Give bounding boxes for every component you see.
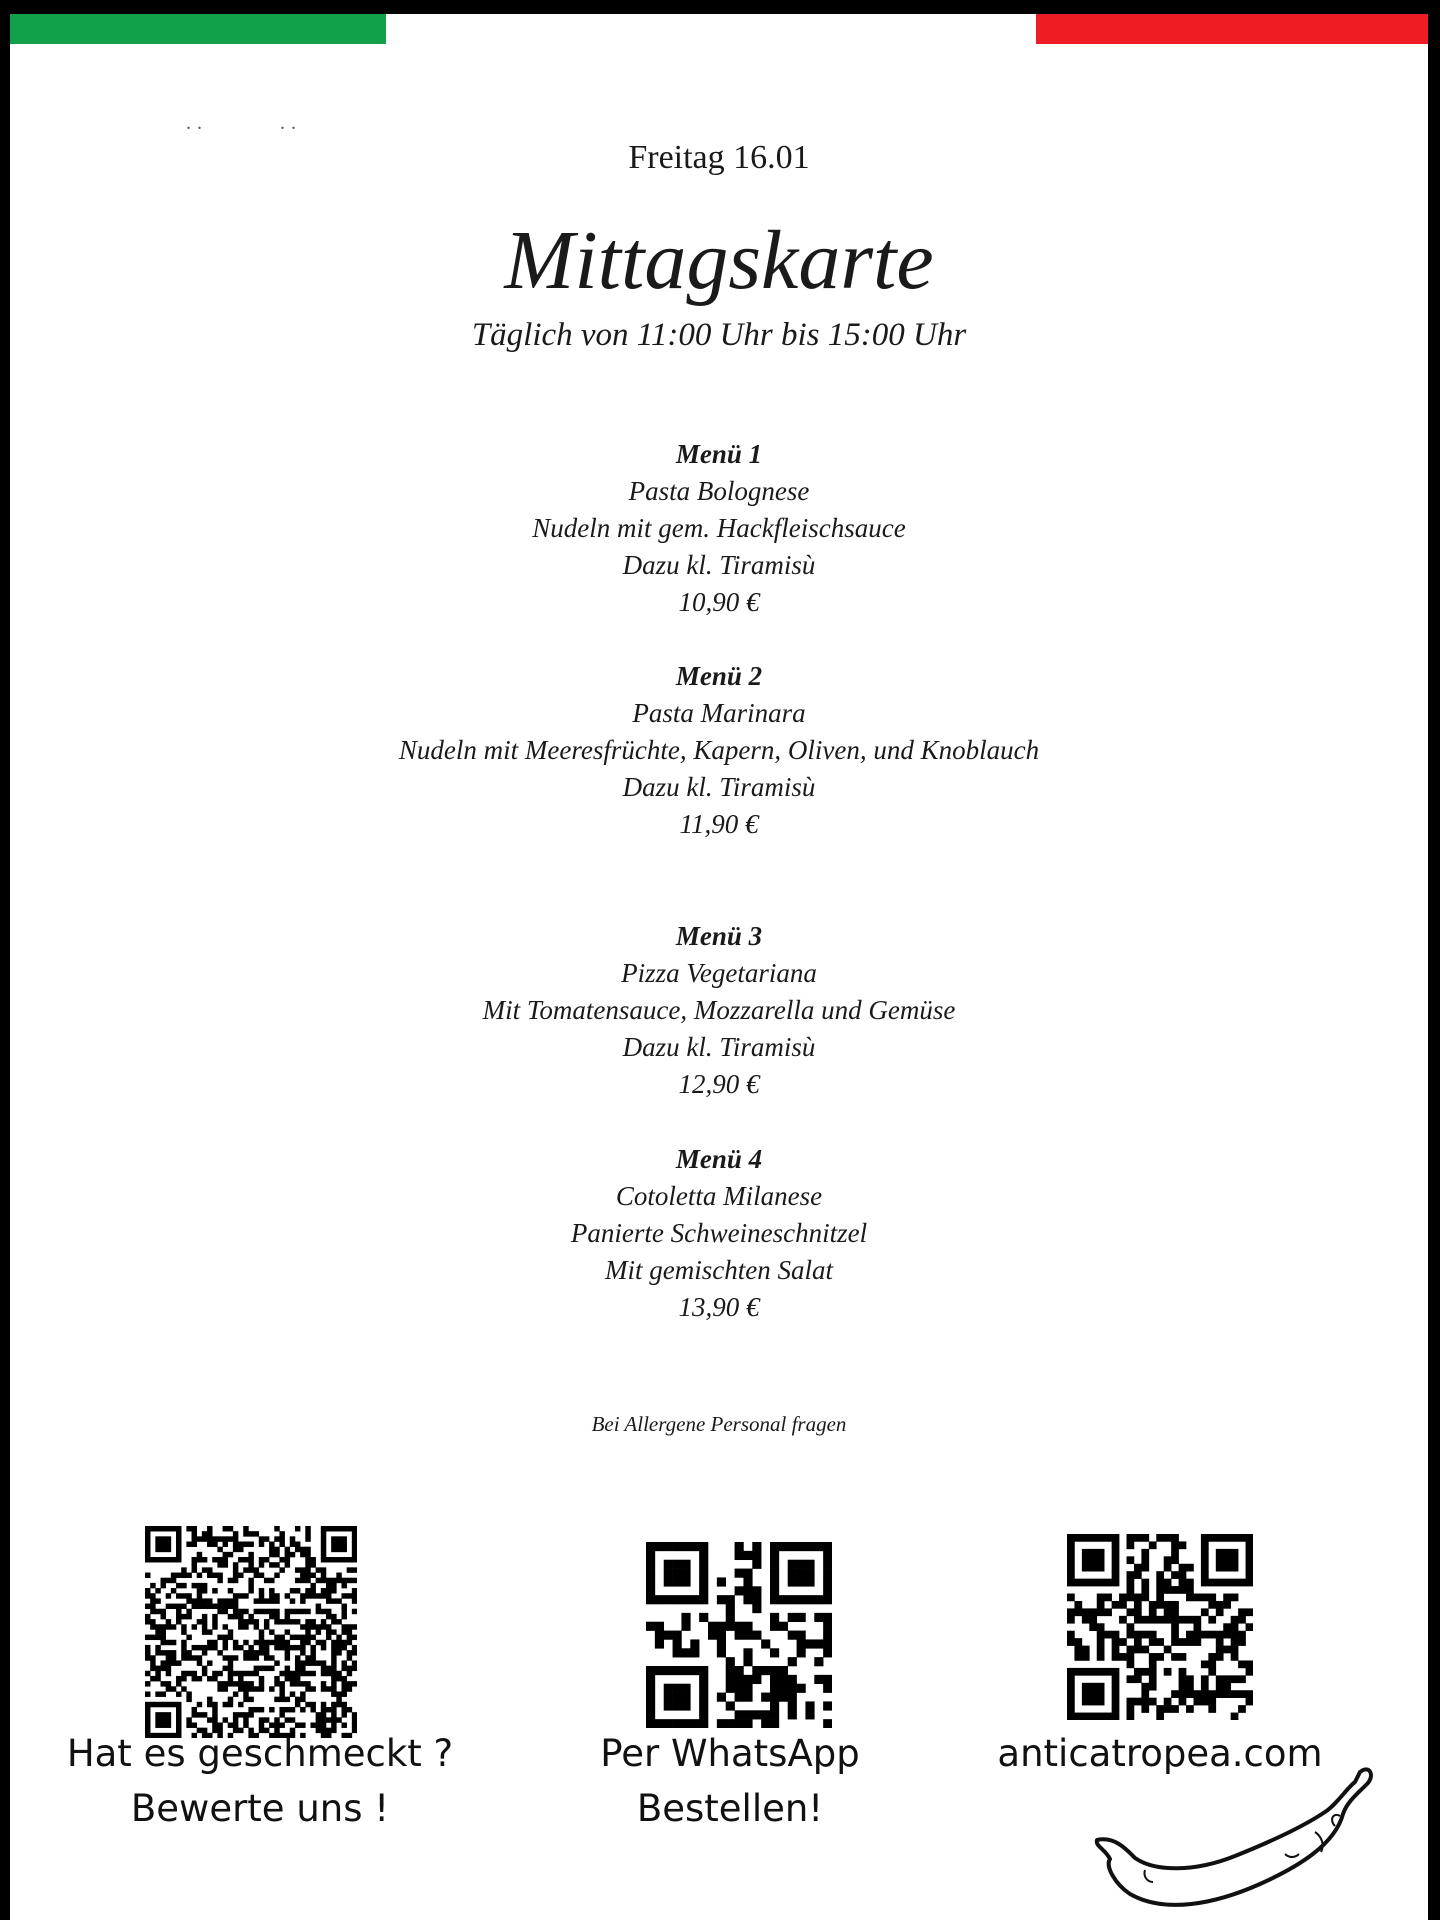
whatsapp-caption[interactable] <box>510 1726 950 1836</box>
menu-name: Menü 2 <box>675 661 763 691</box>
website-link[interactable]: anticatropea.com <box>997 1732 1323 1775</box>
menu-dish: Pasta Marinara <box>632 698 806 728</box>
menu-description: Mit Tomatensauce, Mozzarella und Gemüse <box>482 995 956 1025</box>
menu-item-1 <box>10 436 1428 621</box>
menu-name: Menü 1 <box>675 439 763 469</box>
menu-price: 12,90 € <box>678 1069 760 1099</box>
menu-extra: Mit gemischten Salat <box>605 1255 833 1285</box>
menu-extra: Dazu kl. Tiramisù <box>622 550 816 580</box>
whatsapp-caption-line1: Per WhatsApp <box>600 1732 860 1775</box>
menu-name: Menü 3 <box>675 921 763 951</box>
date-label: Freitag 16.01 <box>628 139 810 176</box>
menu-extra: Dazu kl. Tiramisù <box>622 772 816 802</box>
allergen-note: Bei Allergene Personal fragen <box>591 1412 847 1436</box>
menu-dish: Pizza Vegetariana <box>621 958 817 988</box>
menu-extra: Dazu kl. Tiramisù <box>622 1032 816 1062</box>
menu-item-2 <box>10 658 1428 843</box>
chili-pepper-icon <box>1085 1754 1385 1920</box>
menu-item-4 <box>10 1141 1428 1326</box>
opening-hours: Täglich von 11:00 Uhr bis 15:00 Uhr <box>471 317 967 353</box>
dots-left: .. <box>186 112 208 134</box>
dots-right: .. <box>280 112 302 134</box>
flag-green-stripe <box>10 14 386 44</box>
menu-dish: Cotoletta Milanese <box>615 1181 823 1211</box>
menu-dish: Pasta Bolognese <box>628 476 810 506</box>
menu-price: 11,90 € <box>679 809 759 839</box>
menu-description: Nudeln mit Meeresfrüchte, Kapern, Oliven, und Knoblauch <box>398 735 1040 765</box>
whatsapp-caption-line2: Bestellen! <box>636 1787 824 1830</box>
menu-price: 10,90 € <box>678 587 760 617</box>
review-qr-code-icon[interactable] <box>145 1526 357 1738</box>
whatsapp-qr-code-icon[interactable] <box>646 1542 832 1728</box>
menu-price: 13,90 € <box>678 1292 760 1322</box>
website-qr-code-icon[interactable] <box>1067 1534 1253 1720</box>
menu-description: Panierte Schweineschnitzel <box>570 1218 868 1248</box>
menu-item-3 <box>10 918 1428 1103</box>
review-caption-line2: Bewerte uns ! <box>130 1787 390 1830</box>
menu-name: Menü 4 <box>675 1144 763 1174</box>
flag-red-stripe <box>1036 14 1428 44</box>
menu-description: Nudeln mit gem. Hackfleischsauce <box>532 513 906 543</box>
page-title: Mittagskarte <box>504 214 934 307</box>
menu-page <box>10 14 1428 1920</box>
review-caption-line1: Hat es geschmeckt ? <box>66 1732 454 1775</box>
review-caption[interactable] <box>30 1726 490 1836</box>
